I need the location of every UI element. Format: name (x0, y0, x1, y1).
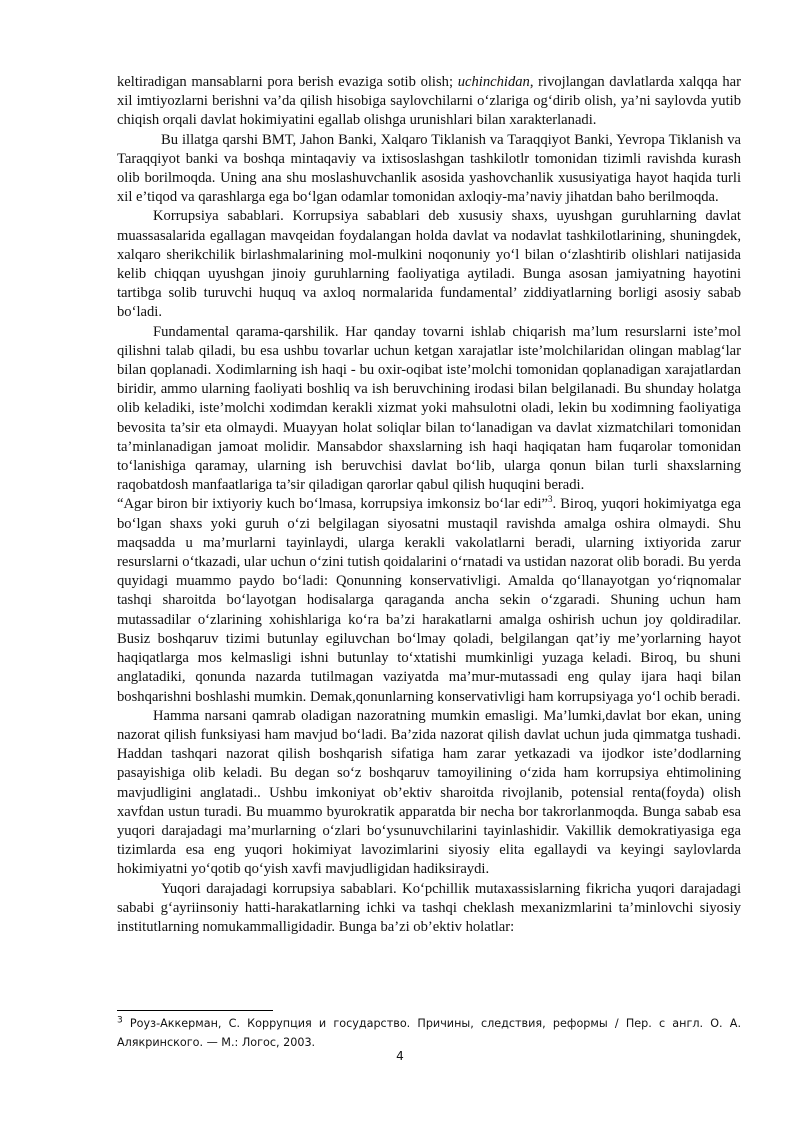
paragraph-2: Bu illatga qarshi BMT, Jahon Banki, Xalqaro Tiklanish va Taraqqiyot Banki, Yevropa Tiklanish va Taraqqiyot banki va boshqa mintaqaviy va ixtisoslashgan tashkilotlr tomonidan tizimli ravishda kurash olib borilmoqda. Uning ana shu moslashuvchanlik asosida yashovchanlik xususiyatiga hayot haqida turli xil e’tiqod va qarashlarga ega bo‘lgan odamlar tomonidan axloqiy-ma’naviy jihatdan baho berilmoqda. (117, 131, 741, 206)
paragraph-corruption-causes: Korrupsiya sabablari. Korrupsiya sabablari deb xususiy shaxs, uyushgan guruhlarning davlat muassasalarida egallagan mavqeidan foydalangan holda davlat va nodavlat tashkilotlarining, shuningdek, xalqaro sherikchilik birlashmalarining mol-mulkini noqonuniy yo‘l bilan o‘zlashtirib olishlari natijasida kelib chiqqan uyushgan jinoiy guruhlarning faoliyatiga aytiladi. Bunga asosan jamiyatning hayotini tartibga solib turuvchi huquq va axloq normalarida fundamental’ ziddiyatlarning borligi asosiy sabab bo‘ladi. (117, 208, 741, 321)
paragraph-1-text-start: keltiradigan mansablarni pora berish evaziga sotib olish; (117, 74, 458, 90)
document-body (117, 73, 741, 937)
page-number: 4 (396, 1049, 404, 1063)
paragraph-quote (117, 495, 741, 706)
footnote-text: Роуз-Аккерман, С. Коррупция и государство. Причины, следствия, реформы / Пер. с англ. О. А. Алякринского. — М.: Логос, 2003. (117, 1017, 741, 1049)
paragraph-1 (117, 73, 741, 131)
quote-continuation: . Biroq, yuqori hokimiyatga ega bo‘lgan shaxs yoki guruh o‘zi belgilagan siyosatni mustaqil ravishda amalga oshira olmaydi. Shu maqsadda u ma’murlarni tayinlaydi, ularga kerakli vakolatlarni beradi, ularning ixtiyorida zarur resurslarni o‘tkazadi, ular uchun o‘zini tutish qoidalarini o‘rnatadi va ustidan nazorat olib boradi. Bu yerda quyidagi muammo paydo bo‘ladi: Qonunning konservativligi. Amalda qo‘llanayotgan yo‘riqnomalar tashqi sharoitda bo‘layotgan hodisalarga qaraganda ancha sekin o‘zgaradi. Shuning uchun ham mutassadilar o‘zlarining xohishlariga ko‘ra ba’zi harakatlarni amalga oshirish uchun joy qoldiradilar. Busiz boshqaruv tizimi butunlay egiluvchan bo‘lmay qoladi, belgilangan qat’iy me’yorlarning hayot haqiqatlarga mos kelmasligi ishni butunlay to‘xtatishi mumkinligi yuzaga keladi. Biroq, bu shuni anglatadiki, qonunda nazarda tutilmagan vaziyatda ma’mur-mutassadi eng qulay ijara haqi bilan boshqarishni boshlashi mumkin. Demak,qonunlarning konservativligi ham korrupsiyaga yo‘l ochib beradi. (117, 496, 741, 705)
paragraph-high-level-corruption: Yuqori darajadagi korrupsiya sabablari. Ko‘pchillik mutaxassislarning fikricha yuqori darajadagi sababi g‘ayriinsoniy hatti-harakatlarning ichki va tashqi cheklash mexanizmlarini ta’minlovchi siyosiy institutlarning nomukammalligidadir. Bunga ba’zi ob’ektiv holatlar: (117, 880, 741, 935)
paragraph-1-text-end: , rivojlangan davlatlarda xalqqa har xil imtiyozlarni berishni va’da qilish hisobiga saylovchilarni o‘zlariga og‘dirib olish, ya’ni saylovda yutib chiqish orqali davlat hokimiyatini egallab olishga urunishlari bilan xarakterlanadi. (117, 74, 741, 129)
footnote-reference[interactable]: 3 (547, 494, 553, 505)
quote-text: “Agar biron bir ixtiyoriy kuch bo‘lmasa, korrupsiya imkonsiz bo‘lar edi” (117, 496, 548, 513)
paragraph-1-italic-word: uchinchidan (457, 74, 530, 90)
footnote-separator (117, 1010, 273, 1011)
paragraph-fundamental-contradiction: Fundamental qarama-qarshilik. Har qanday tovarni ishlab chiqarish ma’lum resurslarni iste’mol qilishni talab qiladi, bu esa ushbu tovarlar uchun ketgan xarajatlar iste’molchilaridan olingan mablag‘lar bilan qoplanadi. Xodimlarning ish haqi - bu oxir-oqibat iste’molchi tomonidan qoplanadigan xarajatlardan biridir, ammo ularning faoliyati boshliq va ish beruvchining irodasi bilan belgilanadi. Bu shunday holatga olib keladiki, iste’molchi xodimdan kerakli xizmat yoki mahsulotni oladi, lekin bu xodimning faoliyatiga bevosita ta’sir eta olmaydi. Muayyan holat soliqlar bilan to‘lanadigan va davlat xizmatchilari tomonidan ta’minlanadigan jamoat molidir. Mansabdor shaxslarning ish haqi haqiqatan ham fuqarolar tomonidan to‘lanishiga qaramay, ularning ish beruvchisi davlat bo‘lib, ularga qonun bilan turli shaxslarning raqobatdosh manfaatlariga ta’sir qiladigan qarorlar qabul qilish huquqini beradi. (117, 323, 741, 494)
paragraph-control-impossibility: Hamma narsani qamrab oladigan nazoratning mumkin emasligi. Ma’lumki,davlat bor ekan, uning nazorat qilish funksiyasi ham mavjud bo‘ladi. Ba’zida nazorat qilish davlat uchun juda qimmatga tushadi. Haddan tashqari nazorat qilish boshqarish sifatiga ham zarar yetkazadi va ijodkor iste’dodlarning pasayishiga olib keladi. Bu degan so‘z boshqaruv tamoyilining o‘zida ham korrupsiya ehtimolining mavjudligini anglatadi.. Ushbu imkoniyat ob’ektiv sharoitda rivojlanib, potensial renta(foyda) olish xavfdan ustun turadi. Bu muammo byurokratik apparatda bir necha bor takrorlanmoqda. Bunga sabab esa yuqori darajadagi ma’murlarning o‘zlari bo‘ysunuvchilarini tayinlashidir. Vakillik demokratiyasiga ega tizimlarda esa eng yuqori hokimiyat lavozimlarini siyosiy elita egallaydi va keyingi saylovlarda hokimiyatni yo‘qotib qo‘yish xavfi mavjudligidan hadiksiraydi. (117, 707, 741, 878)
footnote (117, 1014, 741, 1052)
footnote-mark: 3 (117, 1015, 123, 1026)
